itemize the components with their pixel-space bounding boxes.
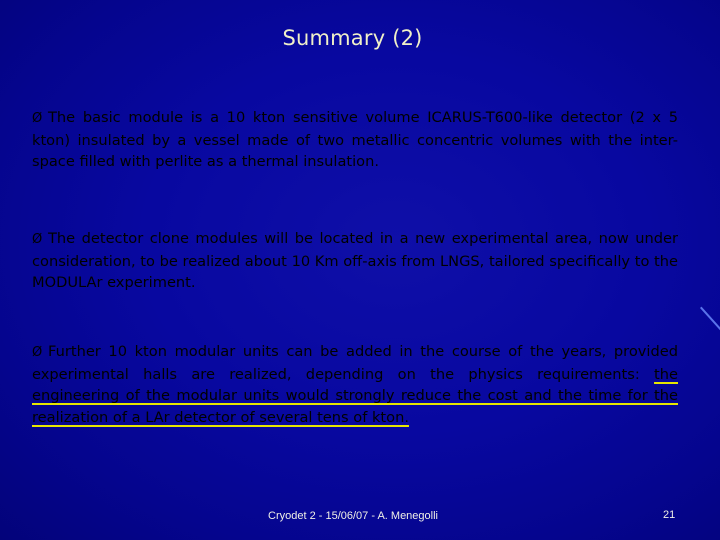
bullet-arrow-icon: Ø bbox=[32, 111, 43, 126]
bullet-item-1 bbox=[32, 107, 678, 173]
decorative-line bbox=[700, 307, 720, 338]
bullet-arrow-icon: Ø bbox=[32, 345, 43, 360]
bullet-item-3 bbox=[32, 341, 678, 428]
bullet-text-3: Further 10 kton modular units can be added in the course of the years, provided experimental halls are realized, depending on the physics requirements: bbox=[32, 343, 678, 383]
bullet-text-3-underlined: the engineering of the modular units would strongly reduce the cost and the time for the realization of a LAr detector of several tens of kton. bbox=[32, 365, 678, 426]
page-number: 21 bbox=[663, 509, 676, 521]
bullet-text-2: The detector clone modules will be located in a new experimental area, now under consideration, to be realized about 10 Km off-axis from LNGS, tailored specifically to the MODULAr experiment. bbox=[32, 230, 678, 291]
bullet-text-1: The basic module is a 10 kton sensitive volume ICARUS-T600-like detector (2 x 5 kton) insulated by a vessel made of two metallic concentric volumes with the inter-space filled with perlite as a thermal insulation. bbox=[32, 109, 678, 170]
bullet-arrow-icon: Ø bbox=[32, 232, 43, 247]
slide-footer: Cryodet 2 - 15/06/07 - A. Menegolli bbox=[268, 510, 438, 522]
bullet-item-2 bbox=[32, 228, 678, 294]
slide-title: Summary (2) bbox=[282, 26, 423, 50]
